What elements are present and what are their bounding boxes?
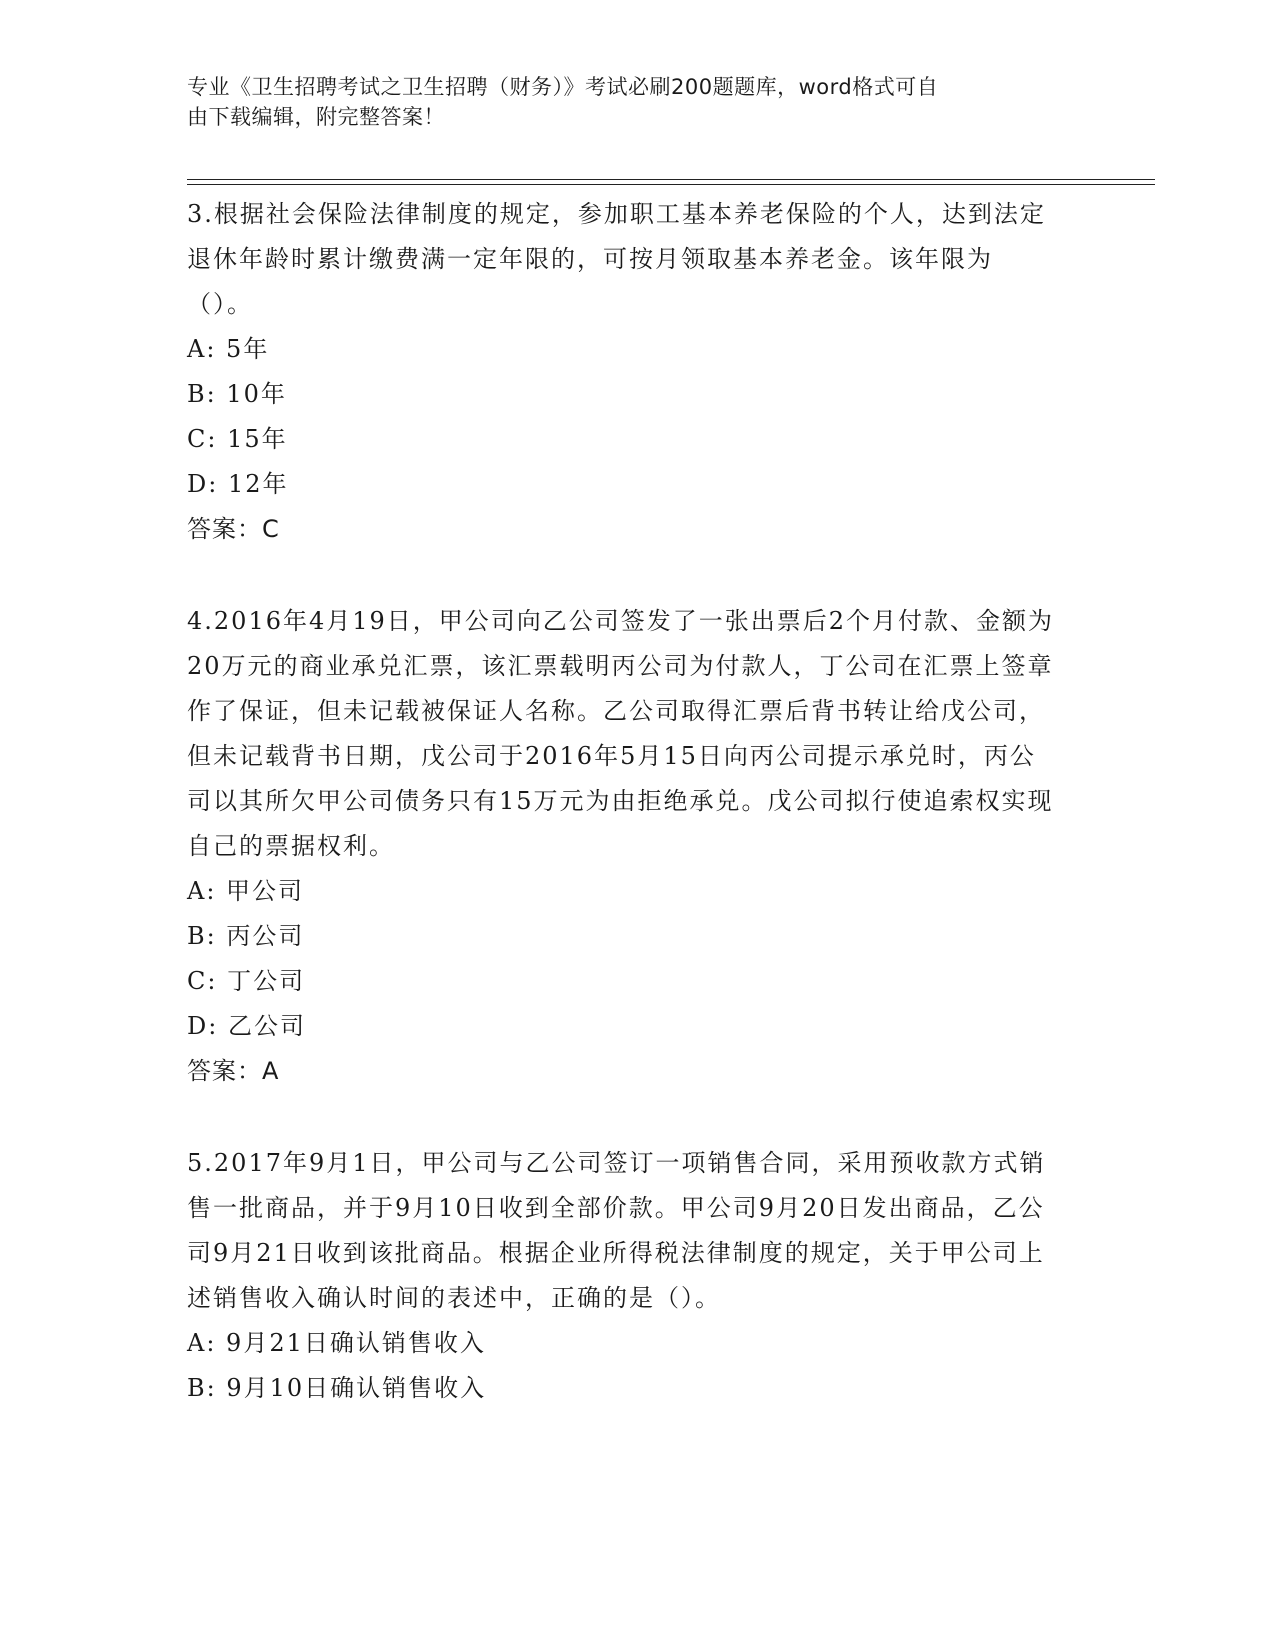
option-d: D: 12年 [187,470,289,498]
option-c: C: 丁公司 [187,967,306,995]
header-divider-bottom [187,184,1155,185]
answer-text: 答案：A [187,1057,280,1085]
option-c: C: 15年 [187,425,288,453]
question-item [187,1137,1087,1411]
option-list [187,327,1087,507]
header-line-1: 专业《卫生招聘考试之卫生招聘（财务）》考试必刷200题题库，word格式可自 [187,75,939,99]
question-text: 5.2017年9月1日，甲公司与乙公司签订一项销售合同，采用预收款方式销售一批商品，并于9月10日收到全部价款。甲公司9月20日发出商品，乙公司9月21日收到该批商品。根据企业所得税法律制度的规定，关于甲公司上述销售收入确认时间的表述中，正确的是（）。 [187,1149,1046,1312]
answer-text: 答案：C [187,515,280,543]
header-divider-top [187,179,1155,180]
option-a: A: 9月21日确认销售收入 [187,1329,486,1357]
question-item [187,188,1087,552]
option-b: B: 丙公司 [187,922,305,950]
option-d: D: 乙公司 [187,1012,306,1040]
question-spacer [187,1094,1087,1137]
option-list [187,1321,1087,1411]
header-line-2: 由下载编辑，附完整答案！ [187,105,445,129]
option-list [187,869,1087,1049]
question-list [187,188,1087,1411]
question-text: 4.2016年4月19日，甲公司向乙公司签发了一张出票后2个月付款、金额为20万元的商业承兑汇票，该汇票载明丙公司为付款人，丁公司在汇票上签章作了保证，但未记载被保证人名称。乙公司取得汇票后背书转让给戊公司，但未记载背书日期，戊公司于2016年5月15日向丙公司提示承兑时，丙公司以其所欠甲公司债务只有15万元为由拒绝承兑。戊公司拟行使追索权实现自己的票据权利。 [187,607,1055,860]
question-item [187,595,1087,1094]
question-spacer [187,552,1087,595]
option-b: B: 9月10日确认销售收入 [187,1374,487,1402]
document-header [187,72,1067,132]
option-a: A: 甲公司 [187,877,305,905]
option-a: A: 5年 [187,335,270,363]
option-b: B: 10年 [187,380,287,408]
question-text: 3.根据社会保险法律制度的规定，参加职工基本养老保险的个人，达到法定退休年龄时累计缴费满一定年限的，可按月领取基本养老金。该年限为（）。 [187,200,1046,318]
